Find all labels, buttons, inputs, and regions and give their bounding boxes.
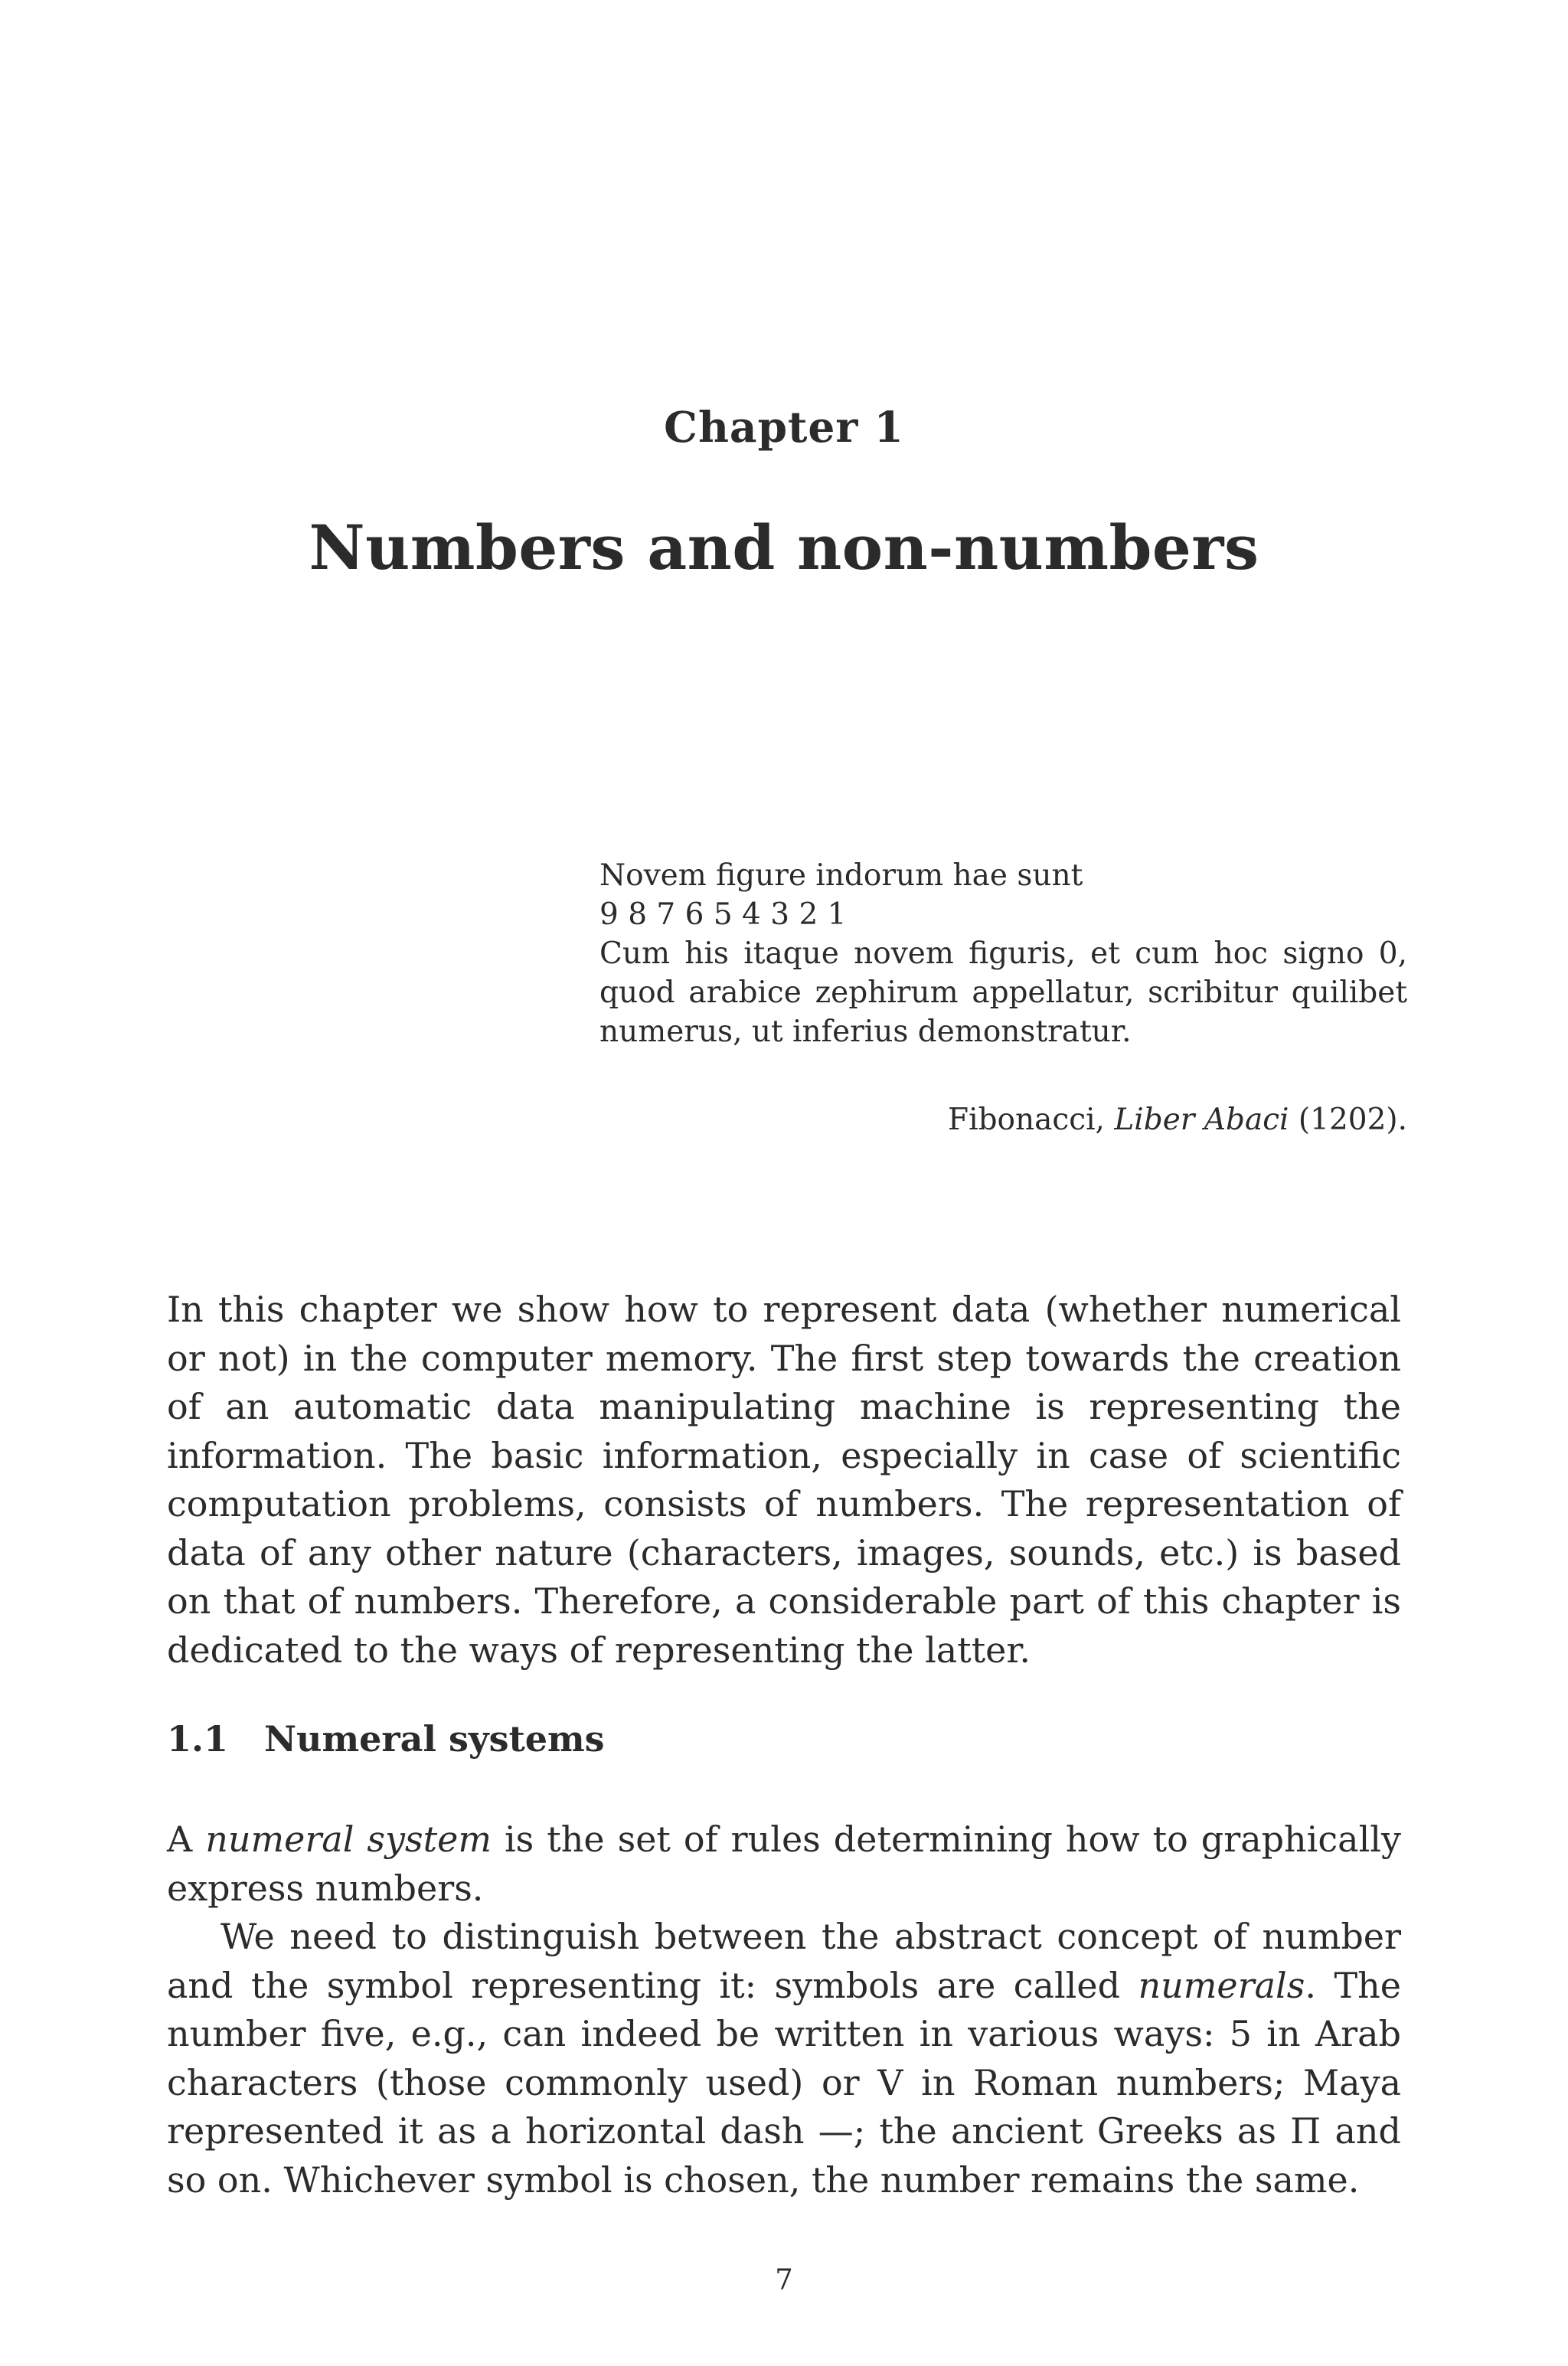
page-number: 7 <box>775 2263 793 2296</box>
attribution-author: Fibonacci, <box>948 1103 1115 1137</box>
attribution-work: Liber Abaci <box>1114 1103 1289 1137</box>
epigraph-attribution <box>948 1103 1407 1137</box>
section-paragraph <box>167 1815 1401 1913</box>
paragraph-text: . The number five, e.g., can indeed be written in various ways: 5 in Arab characters (those commonly used) or V in Roman numbers; Maya represented it as a horizontal dash —; the ancient Greeks as Π and so on. Whichever symbol is chosen, the number remains the same. <box>167 1964 1401 2201</box>
defined-term: numerals <box>1138 1964 1305 2006</box>
paragraph-text: We need to distinguish between the abstract concept of number and the symbol representing it: symbols are called <box>167 1916 1401 2006</box>
epigraph-line: numerus, ut inferius demonstratur. <box>599 1015 1132 1049</box>
section-number: 1.1 <box>167 1718 229 1760</box>
intro-paragraph: In this chapter we show how to represent data (whether numerical or not) in the computer memory. The first step towards the creation of an automatic data manipulating machine is representing the information. The basic information, especially in case of scientific computation problems, consists of numbers. The representation of data of any other nature (characters, images, sounds, etc.) is based on that of numbers. Therefore, a considerable part of this chapter is dedicated to the ways of representing the latter. <box>167 1289 1401 1671</box>
epigraph-line: Novem figure indorum hae sunt <box>599 858 1083 893</box>
chapter-title: Numbers and non-numbers <box>309 511 1259 583</box>
epigraph-line: 9 8 7 6 5 4 3 2 1 <box>599 897 847 932</box>
epigraph <box>599 856 1407 1051</box>
section-heading <box>167 1718 605 1760</box>
defined-term: numeral system <box>205 1819 492 1860</box>
paragraph-text: is the set of rules determining how to graphically express numbers. <box>167 1819 1401 1909</box>
paragraph-text: A <box>167 1819 206 1860</box>
attribution-year: (1202). <box>1289 1103 1407 1137</box>
epigraph-line: quod arabice zephirum appellatur, scribitur quilibet <box>599 975 1407 1010</box>
section-paragraph <box>167 1913 1401 2204</box>
section-title: Numeral systems <box>264 1718 605 1760</box>
chapter-label: Chapter 1 <box>664 402 904 452</box>
epigraph-line: Cum his itaque novem figuris, et cum hoc signo 0, <box>599 936 1407 971</box>
